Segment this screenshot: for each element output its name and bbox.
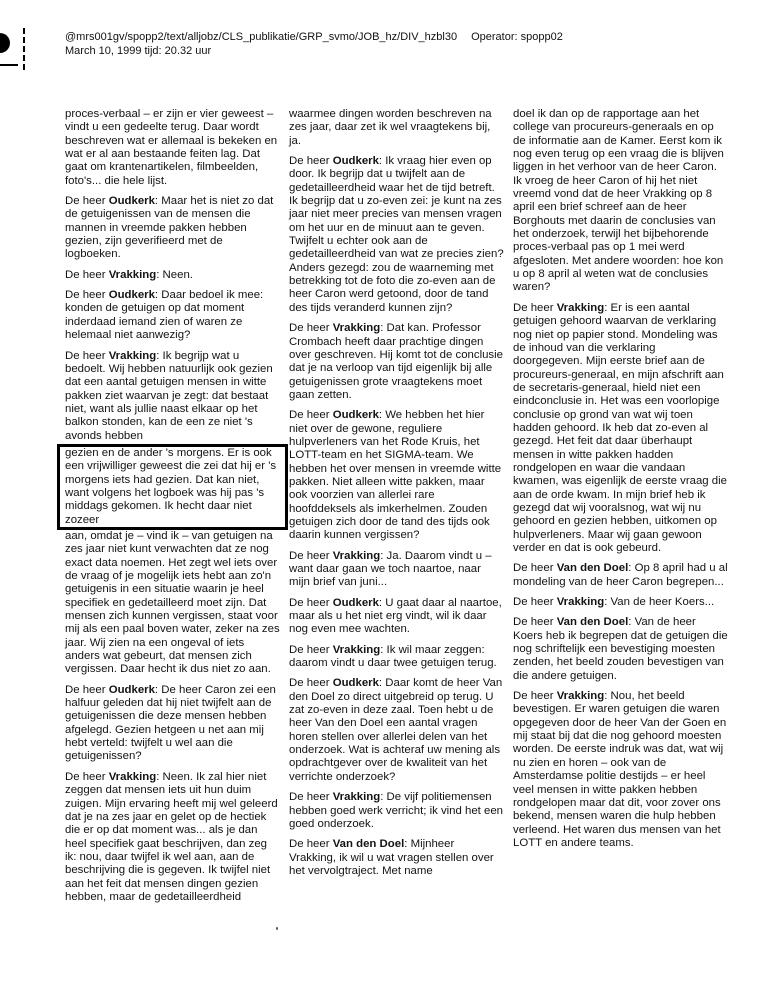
column-2 bbox=[289, 108, 504, 988]
speaker-label: De heer Oudkerk: bbox=[289, 409, 386, 422]
transcript-paragraph: De heer Oudkerk: De heer Caron zei een halfuur geleden dat hij niet twijfelt aan de getuigenissen die deze mensen hebben afgelegd. Gezien hetgeen u net aan mij hebt verteld: twijfelt u wel aan die getuigenissen? bbox=[65, 683, 276, 763]
transcript-paragraph: aan, omdat je – vind ik – van getuigen na zes jaar niet kunt verwachten dat ze nog exact data noemen. Het zegt wel iets over de vraag of je mogelijk iets hebt aan zo'n getuigenis in een situatie waarin je heel specifiek en gedetailleerd moet zijn. Dat mensen zich kunnen vergissen, staat voor mij als een paal boven water, zeker na zes jaar. Wij zien na een ongeval of iets anders wat gebeurt, dat mensen zich vergissen. Daar hecht ik dus niet zo aan. bbox=[65, 529, 280, 676]
transcript-paragraph: De heer Oudkerk: We hebben het hier niet over de gewone, reguliere hulpverleners van het Rode Kruis, het LOTT-team en het SIGMA-team. We hebben het over mensen in vreemde witte pakken. Niet alleen witte pakken, maar ook voorzien van allerlei rare hoofddeksels als imkerhelmen. Zouden getuigen zich door de tand des tijds ook daarin kunnen vergissen? bbox=[289, 409, 502, 542]
speaker-name: Vrakking bbox=[556, 690, 605, 703]
job-path: @mrs001gv/spopp2/text/alljobz/CLS_publikatie/GRP_svmo/JOB_hz/DIV_hzbl30 bbox=[65, 31, 458, 43]
transcript-paragraph: De heer Oudkerk: Daar bedoel ik mee: konden de getuigen op dat moment inderdaad iemand zien of waren ze helemaal niet aanwezig? bbox=[65, 289, 264, 342]
transcript-paragraph: De heer Vrakking: Ja. Daarom vindt u – want daar gaan we toch naartoe, naar mijn brief van juni... bbox=[289, 549, 492, 589]
transcript-paragraph: De heer Oudkerk: Daar komt de heer Van den Doel zo direct uitgebreid op terug. U zat zo-even in deze zaal. Toen hebt u de heer Van den Doel een aantal vragen horen stellen over allerlei delen van het onderzoek. Wat is achteraf uw mening als opdrachtgever over de kwaliteit van het verrichte onderzoek? bbox=[289, 677, 503, 783]
transcript-paragraph: waarmee dingen worden beschreven na zes jaar, daar zet ik wel vraagtekens bij, ja. bbox=[289, 108, 492, 147]
registration-ruler-icon bbox=[23, 28, 25, 70]
speaker-label: De heer Vrakking: bbox=[65, 349, 163, 362]
speaker-name: Oudkerk bbox=[108, 195, 155, 208]
speaker-name: Vrakking bbox=[332, 549, 381, 562]
speaker-label: De heer Vrakking: bbox=[65, 770, 163, 783]
speaker-name: Vrakking bbox=[556, 301, 605, 314]
speaker-label: De heer Van den Doel: bbox=[513, 616, 635, 629]
operator-label: Operator: spopp02 bbox=[471, 31, 563, 43]
speaker-label: De heer Oudkerk: bbox=[289, 155, 386, 168]
transcript-paragraph: De heer Oudkerk: Ik vraag hier even op door. Ik begrijp dat u twijfelt aan de gedetailleerdheid waar het de tijd betreft. Ik begrijp dat u zo-even zei: je kunt na zes jaar niet meer precies van mensen vragen om het uur en de minuut aan te geven. Twijfelt u echter ook aan de gedetailleerdheid van wat ze precies zien? Anders gezegd: zou de waarneming met betrekking tot de foto die zo-even aan de heer Caron werd getoond, door de tand des tijds veranderd kunnen zijn? bbox=[289, 155, 504, 314]
transcript-paragraph: De heer Oudkerk: Maar het is niet zo dat de getuigenissen van de mensen die mannen in vreemde pakken hebben gezien, zijn geverifieerd met de logboeken. bbox=[65, 195, 274, 261]
speaker-label: De heer Vrakking: bbox=[289, 549, 387, 562]
transcript-paragraph: De heer Van den Doel: Van de heer Koers heb ik begrepen dat de getuigen die nog schriftelijk een bevestiging moesten zenden, het beeld zouden bevestigen van die andere getuigen. bbox=[513, 616, 728, 682]
column-3 bbox=[513, 108, 728, 988]
speaker-name: Van den Doel bbox=[556, 562, 629, 575]
speaker-label: De heer Van den Doel: bbox=[513, 562, 635, 575]
speaker-label: De heer Vrakking: bbox=[513, 301, 611, 314]
speaker-label: De heer Oudkerk: bbox=[65, 683, 162, 696]
speaker-name: Van den Doel bbox=[332, 838, 405, 851]
registration-line bbox=[0, 64, 18, 66]
transcript-columns bbox=[65, 108, 728, 988]
speaker-label: De heer Vrakking: bbox=[289, 322, 387, 335]
scan-artifact-dot bbox=[276, 927, 278, 930]
speaker-name: Oudkerk bbox=[332, 409, 379, 422]
transcript-paragraph: De heer Vrakking: Dat kan. Professor Crombach heeft daar prachtige dingen over geschreven. Hij komt tot de conclusie dat je na verloop van tijd eigenlijk bij alle getuigenissen grote vraagtekens moet gaan zetten. bbox=[289, 322, 503, 401]
transcript-paragraph: De heer Vrakking: Van de heer Koers... bbox=[513, 596, 715, 609]
registration-circle-icon bbox=[0, 33, 10, 53]
speaker-label: De heer Van den Doel: bbox=[289, 838, 411, 851]
transcript-paragraph: De heer Vrakking: Ik wil maar zeggen: daarom vindt u daar twee getuigen terug. bbox=[289, 643, 497, 670]
transcript-paragraph: De heer Vrakking: Neen. Ik zal hier niet zeggen dat mensen iets uit hun duim zuigen. Mijn ervaring heeft mij wel geleerd dat je na zes jaar en gelet op de hectiek die er op dat moment was... als je dan heel specifiek gaat beschrijven, dan zeg ik: nou, daar twijfel ik wel aan, aan de beschrijving die is gegeven. Ik twijfel niet aan het feit dat mensen dingen gezien hebben, maar de gedetailleerdheid bbox=[65, 770, 278, 903]
speaker-name: Oudkerk bbox=[332, 596, 379, 609]
speaker-name: Vrakking bbox=[332, 322, 381, 335]
transcript-paragraph: De heer Van den Doel: Op 8 april had u al mondeling van de heer Caron begrepen... bbox=[513, 562, 728, 588]
speaker-name: Oudkerk bbox=[332, 677, 379, 690]
speaker-label: De heer Vrakking: bbox=[65, 268, 163, 281]
speaker-label: De heer Oudkerk: bbox=[289, 677, 386, 690]
transcript-paragraph: De heer Van den Doel: Mijnheer Vrakking, ik wil u wat vragen stellen over het vervolgtraject. Met name bbox=[289, 838, 494, 877]
speaker-name: Oudkerk bbox=[332, 155, 379, 168]
speaker-label: De heer Vrakking: bbox=[289, 791, 387, 804]
speaker-label: De heer Vrakking: bbox=[513, 596, 611, 609]
speaker-label: De heer Oudkerk: bbox=[65, 195, 162, 208]
header-line-1 bbox=[65, 31, 725, 45]
speaker-name: Vrakking bbox=[108, 349, 157, 362]
transcript-paragraph: De heer Vrakking: Nou, het beeld bevestigen. Er waren getuigen die waren opgegeven door de heer Van der Goen en mij staat bij dat die nog gehoord moesten worden. De eerste indruk was dat, wat wij nu zien en horen – ook van de Amsterdamse politie destijds – er heel veel mensen in witte pakken hebben rondgelopen maar dat dit, voor zover ons bekend, mensen waren die hulp hebben verleend. Het waren dus mensen van het LOTT en andere teams. bbox=[513, 690, 727, 849]
transcript-paragraph: De heer Vrakking: Neen. bbox=[65, 268, 193, 281]
transcript-paragraph: De heer Vrakking: Er is een aantal getuigen gehoord waarvan de verklaring nog niet op papier stond. Mondeling was de inhoud van die verklaring doorgegeven. Mijn eerste brief aan de procureurs-generaal, en mijn afschrift aan de secretaris-generaal, hield niet een eindconclusie in. Het was een voorlopige conclusie op grond van wat wij toen hadden gehoord. Ik heb dat zo-even al gezegd. Het feit dat daar überhaupt mensen in witte pakken hadden rondgelopen en waar die vandaan kwamen, was eigenlijk de eerste vraag die aan de orde kwam. In mijn brief heb ik gezegd dat wij vooralsnog, wat wij nu gehoord en gezien hebben, uitkomen op hulpverleners. Maar wij gaan gewoon verder en dat is ook gebeurd. bbox=[513, 301, 728, 554]
speaker-label: De heer Oudkerk: bbox=[289, 596, 386, 609]
speaker-name: Van den Doel bbox=[556, 616, 629, 629]
speaker-name: Vrakking bbox=[332, 791, 381, 804]
column-1 bbox=[65, 108, 280, 988]
print-header bbox=[65, 31, 725, 58]
speaker-name: Vrakking bbox=[108, 268, 157, 281]
speaker-label: De heer Oudkerk: bbox=[65, 289, 162, 302]
speaker-label: De heer Vrakking: bbox=[513, 690, 611, 703]
speaker-name: Vrakking bbox=[556, 596, 605, 609]
transcript-paragraph: De heer Oudkerk: U gaat daar al naartoe, maar als u het niet erg vindt, wil ik daar nog even mee wachten. bbox=[289, 596, 502, 636]
transcript-paragraph: De heer Vrakking: Ik begrijp wat u bedoelt. Wij hebben natuurlijk ook gezien dat een aantal getuigen mensen in witte pakken ziet waarvan je zegt: dat bestaat niet, want als jullie naast elkaar op het balkon stonden, kan de een ze niet 's avonds hebben bbox=[65, 349, 273, 442]
speaker-name: Oudkerk bbox=[108, 289, 155, 302]
highlighted-box-paragraph: gezien en de ander 's morgens. Er is ook een vrijwilliger geweest die zei dat hij er 's morgens iets had gezien. Dat kan niet, want volgens het logboek was hij pas 's middags gekomen. Ik hecht daar niet zozeer bbox=[57, 444, 288, 530]
transcript-paragraph: proces-verbaal – er zijn er vier geweest – vindt u een gedeelte terug. Daar wordt beschreven wat er allemaal is bekeken en wat er al aan bestaande feiten lag. Dat gaat om krantenartikelen, filmbeelden, foto's... die hele lijst. bbox=[65, 108, 278, 187]
transcript-paragraph: De heer Vrakking: De vijf politiemensen hebben goed werk verricht; ik vind het een goed onderzoek. bbox=[289, 791, 504, 830]
speaker-label: De heer Vrakking: bbox=[289, 643, 387, 656]
speaker-name: Oudkerk bbox=[108, 683, 155, 696]
speaker-name: Vrakking bbox=[108, 770, 157, 783]
header-date-line: March 10, 1999 tijd: 20.32 uur bbox=[65, 44, 212, 57]
speaker-name: Vrakking bbox=[332, 643, 381, 656]
transcript-paragraph: doel ik dan op de rapportage aan het college van procureurs-generaals en op de informatie aan de Kamer. Eerst kom ik nog even terug op een vraag die is blijven liggen in het verhoor van de heer Caron. Ik vroeg de heer Caron of hij het niet vreemd vond dat de heer Vrakking op 8 april een brief schreef aan de heer Borghouts met daarin de conclusies van het onderzoek, terwijl het bijbehorende proces-verbaal pas op 1 mei werd afgesloten. Met andere woorden: hoe kon u op 8 april al weten wat de conclusies waren? bbox=[513, 108, 724, 294]
